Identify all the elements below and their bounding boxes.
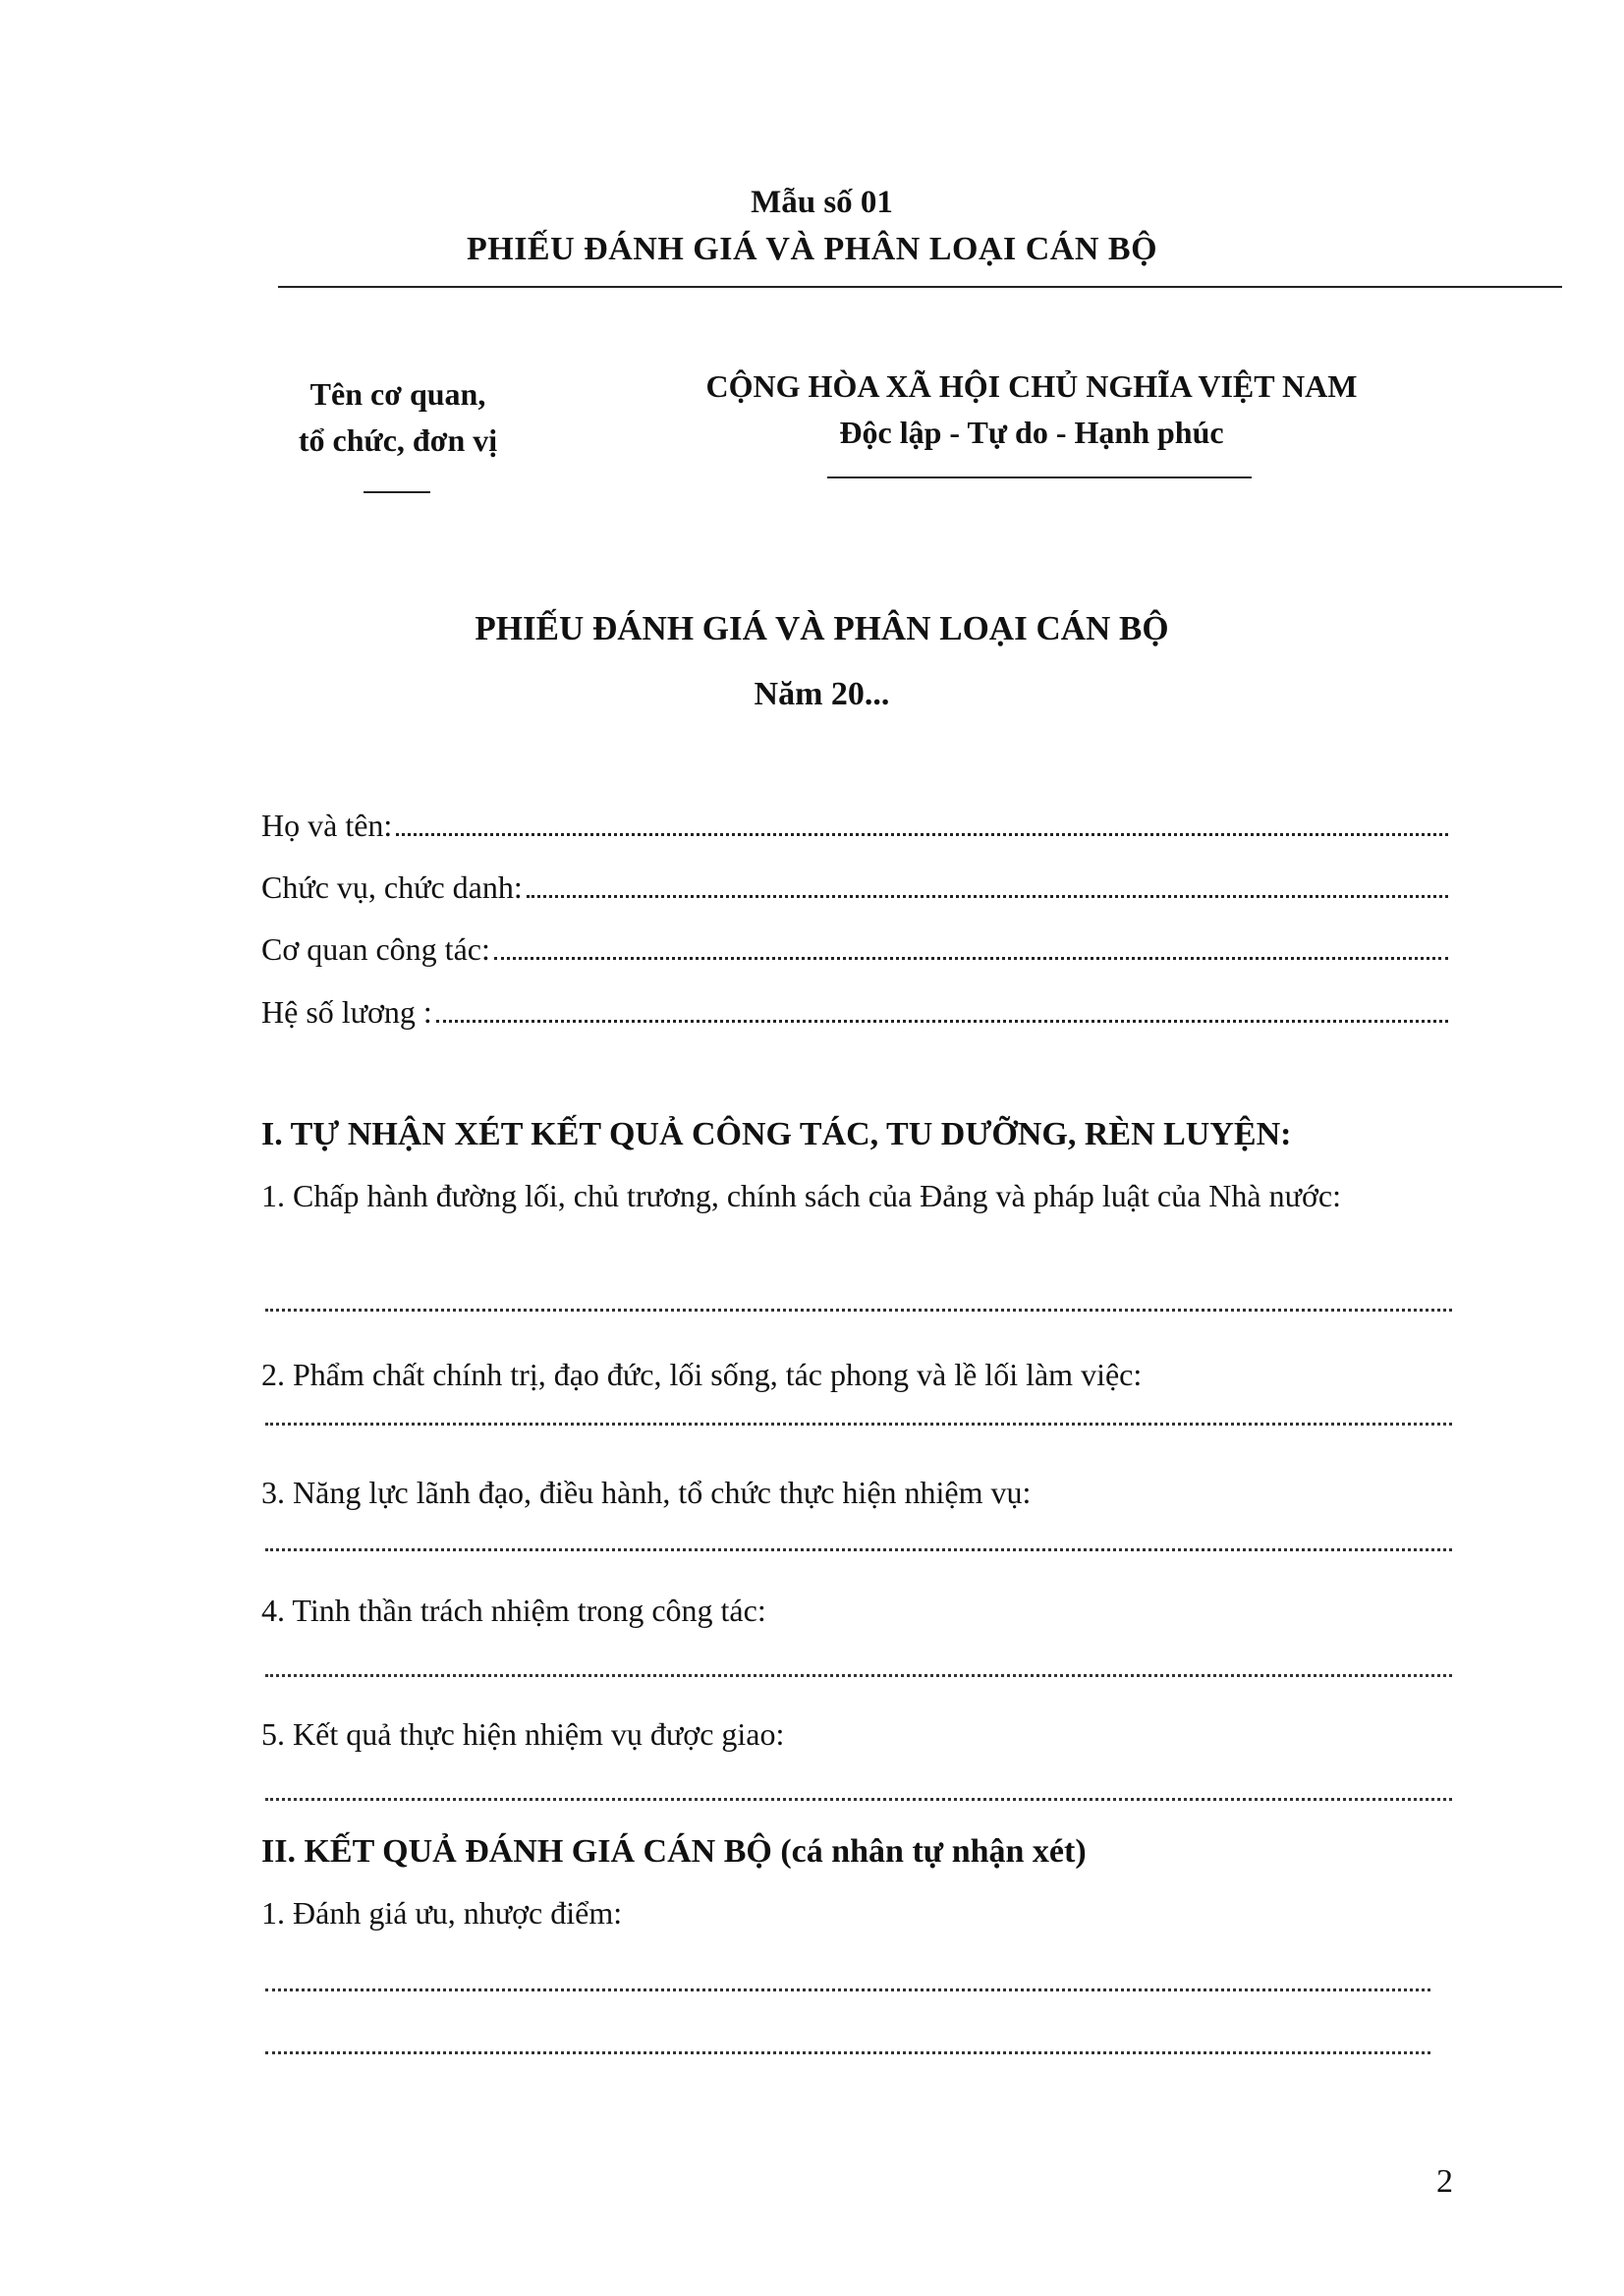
form-number: Mẫu số 01 <box>751 185 893 220</box>
agency-name-line2: tổ chức, đơn vị <box>298 422 498 458</box>
form-title-top: PHIẾU ĐÁNH GIÁ VÀ PHÂN LOẠI CÁN BỘ <box>466 231 1158 267</box>
republic-underline <box>827 476 1252 478</box>
fill-line <box>527 891 1448 898</box>
fill-line <box>494 953 1448 960</box>
section-2-heading: II. KẾT QUẢ ĐÁNH GIÁ CÁN BỘ (cá nhân tự nhận xét) <box>261 1833 1087 1870</box>
section-1-heading: I. TỰ NHẬN XÉT KẾT QUẢ CÔNG TÁC, TU DƯỠNG, RÈN LUYỆN: <box>261 1116 1292 1152</box>
section-1-item-1: 1. Chấp hành đường lối, chủ trương, chính sách của Đảng và pháp luật của Nhà nước: <box>261 1178 1341 1213</box>
answer-line[interactable] <box>265 2051 1430 2054</box>
answer-line[interactable] <box>265 1309 1452 1312</box>
field-workplace[interactable] <box>261 931 1448 975</box>
section-2-item-1: 1. Đánh giá ưu, nhược điểm: <box>261 1895 623 1931</box>
field-label: Hệ số lương : <box>261 994 432 1030</box>
field-label: Cơ quan công tác: <box>261 931 490 967</box>
fill-line <box>436 1016 1448 1023</box>
section-1-item-2: 2. Phẩm chất chính trị, đạo đức, lối sống, tác phong và lề lối làm việc: <box>261 1357 1143 1392</box>
field-salary-coefficient[interactable] <box>261 994 1448 1037</box>
field-label: Họ và tên: <box>261 808 393 843</box>
field-label: Chức vụ, chức danh: <box>261 869 523 905</box>
answer-line[interactable] <box>265 1674 1452 1677</box>
page-number: 2 <box>1436 2163 1453 2200</box>
field-full-name[interactable] <box>261 808 1448 851</box>
page-title: PHIẾU ĐÁNH GIÁ VÀ PHÂN LOẠI CÁN BỘ <box>475 609 1169 647</box>
national-motto: Độc lập - Tự do - Hạnh phúc <box>839 415 1224 450</box>
page-year: Năm 20... <box>754 676 890 712</box>
agency-name-line1: Tên cơ quan, <box>309 376 486 412</box>
agency-underline <box>364 491 430 493</box>
fill-line <box>396 829 1448 836</box>
answer-line[interactable] <box>265 1798 1452 1801</box>
answer-line[interactable] <box>265 1988 1430 1991</box>
republic-block <box>629 364 1434 456</box>
field-position[interactable] <box>261 869 1448 913</box>
section-1-item-4: 4. Tinh thần trách nhiệm trong công tác: <box>261 1593 766 1628</box>
answer-line[interactable] <box>265 1548 1452 1551</box>
header-divider <box>278 286 1562 288</box>
answer-line[interactable] <box>265 1423 1452 1426</box>
section-1-item-5: 5. Kết quả thực hiện nhiệm vụ được giao: <box>261 1716 785 1752</box>
agency-block <box>251 371 545 464</box>
national-title: CỘNG HÒA XÃ HỘI CHỦ NGHĨA VIỆT NAM <box>705 368 1358 404</box>
section-1-item-3: 3. Năng lực lãnh đạo, điều hành, tổ chức thực hiện nhiệm vụ: <box>261 1475 1032 1510</box>
